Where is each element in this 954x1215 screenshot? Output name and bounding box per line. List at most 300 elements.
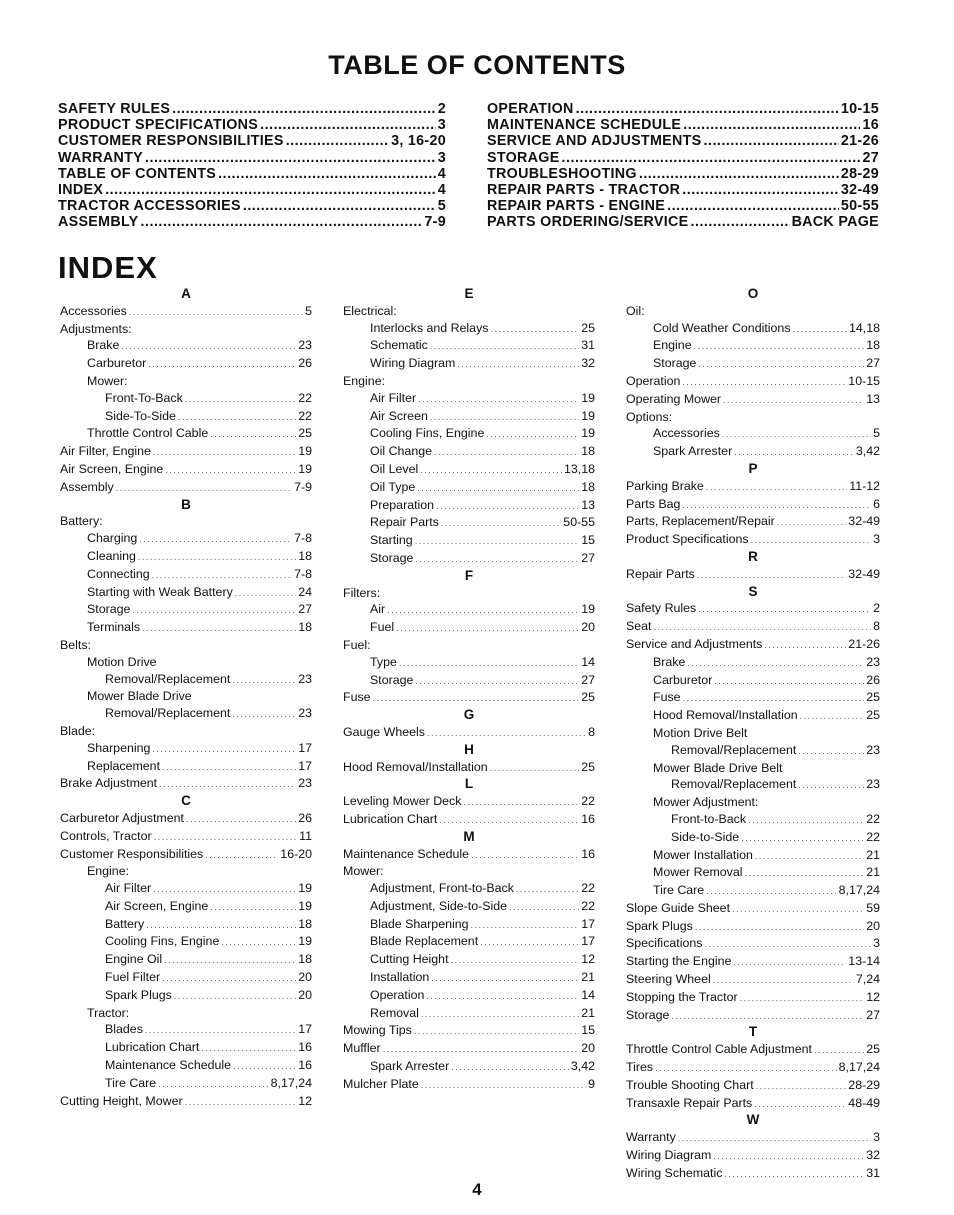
index-letter-heading: L — [464, 776, 474, 792]
index-entry-page: 21 — [581, 1005, 595, 1020]
index-entry — [626, 636, 880, 654]
index-entry-page: 11 — [299, 828, 312, 843]
index-entry — [343, 880, 595, 898]
index-entry — [626, 425, 880, 443]
dot-leader — [457, 356, 579, 373]
index-entry-label: Repair Parts — [626, 566, 695, 581]
index-entry-page: 20 — [581, 620, 595, 635]
index-entry — [343, 898, 595, 916]
index-entry-page: 8,17,24 — [838, 1060, 880, 1075]
index-letter-heading: R — [748, 548, 758, 564]
dot-leader — [678, 1130, 871, 1147]
index-entry-label: Preparation — [370, 497, 435, 512]
index-entry-page: 22 — [581, 898, 595, 913]
index-entry-label: Steering Wheel — [626, 972, 711, 987]
toc-entry-label: ASSEMBLY — [58, 214, 139, 231]
index-entry-label: Parts Bag — [626, 496, 681, 511]
dot-leader — [415, 551, 579, 568]
index-entry-label: Type — [370, 654, 397, 669]
dot-leader — [441, 515, 561, 532]
index-entry-label: Connecting — [87, 566, 150, 581]
index-entry-label: Mower Adjustment: — [653, 795, 759, 810]
index-entry-label: Fuse — [343, 690, 371, 705]
dot-leader — [162, 970, 296, 987]
dot-leader — [756, 1078, 847, 1095]
dot-leader — [723, 392, 864, 409]
index-entry-label: Mulcher Plate — [343, 1076, 419, 1091]
toc-entry-label: CUSTOMER RESPONSIBILITIES — [58, 133, 284, 150]
index-entry — [626, 847, 880, 865]
index-entry — [343, 951, 595, 969]
toc-entry-label: TABLE OF CONTENTS — [58, 165, 217, 182]
index-entry — [626, 337, 880, 355]
dot-leader — [682, 497, 871, 514]
toc-entry — [487, 166, 879, 182]
index-entry-page: 17 — [298, 758, 312, 773]
index-entry-label: Removal — [370, 1005, 419, 1020]
index-entry-page: 27 — [298, 602, 312, 617]
index-entry-page: 27 — [581, 672, 595, 687]
index-entry — [343, 303, 595, 320]
index-entry-page: 32 — [581, 356, 595, 371]
index-letter-heading: G — [463, 707, 475, 723]
toc-entry-label: OPERATION — [487, 101, 574, 117]
index-entry — [60, 758, 312, 776]
index-entry — [343, 1005, 595, 1023]
index-entry-label: Wiring Diagram — [370, 356, 456, 371]
index-entry-label: Tire Care — [653, 883, 705, 898]
dot-leader — [793, 321, 847, 338]
dot-leader — [426, 988, 579, 1005]
index-entry-page: 20 — [298, 987, 312, 1002]
index-entry-label: Fuel Filter — [105, 970, 161, 985]
index-entry — [60, 548, 312, 566]
dot-leader — [141, 214, 423, 230]
index-entry-label: Muffler — [343, 1041, 381, 1056]
index-entry-page: 21-26 — [848, 636, 880, 651]
index-entry — [60, 969, 312, 987]
toc-entry — [487, 133, 879, 149]
index-entry — [626, 1129, 880, 1147]
index-entry-page: 32 — [866, 1148, 880, 1163]
toc-entry — [58, 214, 446, 230]
index-entry-label: Motion Drive — [87, 654, 157, 669]
index-entry — [626, 725, 880, 742]
index-entry-page: 20 — [298, 970, 312, 985]
index-entry-label: Filters: — [343, 585, 381, 600]
index-entry — [60, 1039, 312, 1057]
dot-leader — [421, 1006, 579, 1023]
index-entry-label: Starting — [370, 533, 413, 548]
index-entry — [343, 969, 595, 987]
index-entry-label: Blade: — [60, 723, 96, 738]
index-entry — [626, 760, 880, 777]
index-entry-label: Gauge Wheels — [343, 724, 425, 739]
index-entry-label: Spark Plugs — [626, 918, 693, 933]
index-entry — [626, 654, 880, 672]
index-entry — [343, 672, 595, 690]
dot-leader — [165, 462, 296, 479]
index-entry — [60, 479, 312, 497]
index-entry — [626, 829, 880, 847]
index-entry-page: 13,18 — [563, 461, 595, 476]
index-entry — [626, 707, 880, 725]
index-entry-label: Warranty — [626, 1130, 676, 1145]
index-entry — [343, 724, 595, 742]
index-entry-label: Specifications — [626, 936, 703, 951]
index-entry-page: 25 — [866, 1042, 880, 1057]
index-entry — [343, 479, 595, 497]
index-entry-page: 5 — [305, 303, 312, 318]
index-entry-label: Front-To-Back — [105, 390, 183, 405]
index-entry — [60, 951, 312, 969]
index-entry-label: Adjustments: — [60, 321, 132, 336]
index-entry — [60, 637, 312, 654]
dot-leader — [740, 990, 865, 1007]
index-entry — [626, 794, 880, 811]
toc-entry — [487, 101, 879, 117]
toc-entry-page: 21-26 — [840, 133, 879, 150]
index-entry — [343, 987, 595, 1005]
dot-leader — [671, 1008, 864, 1025]
index-entry — [343, 759, 595, 777]
index-entry — [343, 863, 595, 880]
index-entry-label: Mower Blade Drive — [87, 689, 192, 704]
dot-leader — [451, 1059, 569, 1076]
toc-entry-label: REPAIR PARTS - TRACTOR — [487, 182, 681, 199]
dot-leader — [148, 356, 296, 373]
index-entry — [626, 776, 880, 794]
toc-entry-page: 2 — [437, 101, 446, 117]
index-entry — [60, 461, 312, 479]
toc-entry-label: TRACTOR ACCESSORIES — [58, 198, 241, 215]
index-entry — [626, 443, 880, 461]
dot-leader — [116, 480, 292, 497]
index-entry-page: 19 — [298, 898, 312, 913]
index-entry-label: Replacement — [87, 758, 161, 773]
index-letter-heading: W — [746, 1112, 760, 1128]
index-entry-label: Accessories — [653, 426, 720, 441]
index-entry-label: Adjustment, Side-to-Side — [370, 898, 508, 913]
index-entry-page: 31 — [581, 338, 595, 353]
dot-leader — [745, 865, 865, 882]
index-entry-label: Cold Weather Conditions — [653, 320, 791, 335]
dot-leader — [639, 166, 839, 182]
index-entry-label: Repair Parts — [370, 515, 439, 530]
dot-leader — [153, 881, 296, 898]
dot-leader — [146, 917, 296, 934]
toc-entry — [58, 101, 446, 117]
dot-leader — [159, 776, 296, 793]
index-entry-page: 22 — [298, 408, 312, 423]
toc-entry-page: 3 — [437, 117, 446, 134]
dot-leader — [434, 444, 579, 461]
index-entry-page: 25 — [581, 320, 595, 335]
dot-leader — [471, 917, 580, 934]
index-entry-label: Starting the Engine — [626, 954, 732, 969]
index-entry — [60, 584, 312, 602]
index-entry — [343, 811, 595, 829]
index-entry-page: 19 — [298, 881, 312, 896]
toc-entry-label: SAFETY RULES — [58, 101, 171, 117]
index-entry — [343, 916, 595, 934]
index-entry — [60, 390, 312, 408]
dot-leader — [682, 182, 839, 198]
toc-entry-label: SERVICE AND ADJUSTMENTS — [487, 133, 702, 150]
index-entry — [343, 320, 595, 338]
index-entry-page: 18 — [298, 620, 312, 635]
index-entry — [343, 1058, 595, 1076]
dot-leader — [713, 972, 854, 989]
dot-leader — [396, 620, 579, 637]
dot-leader — [153, 444, 296, 461]
index-entry-label: Spark Plugs — [105, 987, 172, 1002]
index-entry-page: 8 — [588, 724, 595, 739]
index-entry-page: 16 — [298, 1040, 312, 1055]
index-entry — [343, 497, 595, 515]
index-entry — [626, 689, 880, 707]
dot-leader — [373, 690, 580, 707]
toc-entry-label: REPAIR PARTS - ENGINE — [487, 198, 666, 215]
dot-leader — [132, 602, 296, 619]
index-entry-page: 25 — [866, 690, 880, 705]
index-entry — [343, 514, 595, 532]
index-entry-page: 27 — [581, 550, 595, 565]
index-entry-page: 3 — [873, 532, 880, 547]
index-column-1 — [60, 286, 312, 1110]
dot-leader — [814, 1042, 864, 1059]
index-entry — [60, 337, 312, 355]
index-entry — [343, 793, 595, 811]
index-entry — [60, 863, 312, 880]
index-entry — [626, 391, 880, 409]
index-entry — [626, 918, 880, 936]
dot-leader — [232, 672, 296, 689]
index-entry-label: Fuel: — [343, 637, 371, 652]
index-entry-label: Terminals — [87, 620, 141, 635]
index-entry-page: 9 — [588, 1076, 595, 1091]
index-entry-label: Leveling Mower Deck — [343, 794, 462, 809]
index-entry-label: Service and Adjustments — [626, 636, 763, 651]
index-letter-heading: H — [464, 741, 474, 757]
toc-entry-page: 4 — [437, 165, 446, 182]
toc-right-column — [487, 101, 879, 231]
dot-leader — [683, 117, 860, 133]
index-entry-page: 3,42 — [855, 444, 880, 459]
dot-leader — [800, 708, 865, 725]
index-entry — [60, 408, 312, 426]
index-entry-label: Air — [370, 602, 386, 617]
index-entry-label: Safety Rules — [626, 601, 697, 616]
index-entry-label: Mowing Tips — [343, 1023, 412, 1038]
index-entry-label: Air Filter — [105, 881, 152, 896]
index-entry-label: Throttle Control Cable Adjustment — [626, 1042, 812, 1057]
dot-leader — [218, 166, 436, 182]
index-entry-page: 22 — [581, 881, 595, 896]
index-entry-label: Operation — [626, 373, 681, 388]
index-entry-label: Battery — [105, 916, 145, 931]
index-entry-label: Carburetor Adjustment — [60, 810, 184, 825]
index-entry — [626, 882, 880, 900]
index-entry-page: 25 — [298, 426, 312, 441]
index-entry — [60, 373, 312, 390]
index-entry-label: Mower Blade Drive Belt — [653, 760, 783, 775]
index-entry — [626, 513, 880, 531]
index-entry — [60, 566, 312, 584]
index-entry-page: 23 — [298, 776, 312, 791]
dot-leader — [232, 706, 296, 723]
index-entry — [626, 1041, 880, 1059]
index-entry-page: 48-49 — [848, 1095, 880, 1110]
index-entry-page: 16 — [581, 846, 595, 861]
dot-leader — [706, 479, 847, 496]
index-entry — [60, 916, 312, 934]
index-entry-page: 13 — [866, 391, 880, 406]
toc-entry-label: PRODUCT SPECIFICATIONS — [58, 117, 259, 134]
index-entry-label: Electrical: — [343, 303, 397, 318]
index-entry-label: Oil: — [626, 303, 645, 318]
index-entry — [343, 355, 595, 373]
index-entry — [343, 585, 595, 602]
index-entry-page: 17 — [581, 934, 595, 949]
index-entry — [626, 1007, 880, 1025]
index-entry — [343, 425, 595, 443]
index-entry-page: 19 — [298, 461, 312, 476]
dot-leader — [697, 567, 846, 584]
index-entry-label: Product Specifications — [626, 532, 749, 547]
index-entry-label: Brake Adjustment — [60, 776, 158, 791]
index-entry — [60, 321, 312, 338]
dot-leader — [174, 988, 296, 1005]
index-entry — [626, 935, 880, 953]
dot-leader — [748, 812, 864, 829]
index-entry — [60, 443, 312, 461]
index-entry-label: Front-to-Back — [671, 811, 747, 826]
index-entry — [343, 689, 595, 707]
index-entry-label: Cooling Fins, Engine — [370, 426, 485, 441]
toc-entry — [58, 182, 446, 198]
index-entry-page: 23 — [866, 654, 880, 669]
index-entry-label: Fuse — [653, 690, 681, 705]
index-entry-page: 23 — [866, 777, 880, 792]
toc-entry — [487, 117, 879, 133]
index-entry-page: 22 — [581, 794, 595, 809]
dot-leader — [145, 1022, 296, 1039]
dot-leader — [154, 829, 298, 846]
index-entry-page: 22 — [866, 811, 880, 826]
index-entry — [60, 987, 312, 1005]
index-entry-label: Cutting Height, Mower — [60, 1093, 183, 1108]
index-entry-page: 7-8 — [294, 531, 312, 546]
dot-leader — [704, 936, 871, 953]
index-entry-label: Parts, Replacement/Repair — [626, 514, 775, 529]
dot-leader — [576, 101, 839, 117]
index-entry-page: 7-8 — [294, 566, 312, 581]
index-entry-label: Seat — [626, 619, 652, 634]
index-entry-label: Removal/Replacement — [671, 742, 797, 757]
index-entry-label: Air Filter — [370, 390, 417, 405]
index-entry — [60, 880, 312, 898]
dot-leader — [798, 743, 864, 760]
index-entry-label: Tractor: — [87, 1005, 130, 1020]
index-entry — [60, 898, 312, 916]
index-entry-label: Oil Level — [370, 461, 419, 476]
index-entry — [60, 671, 312, 689]
dot-leader — [682, 374, 846, 391]
index-entry-label: Maintenance Schedule — [105, 1058, 232, 1073]
index-entry — [343, 933, 595, 951]
index-entry-page: 20 — [581, 1041, 595, 1056]
index-entry — [343, 637, 595, 654]
index-entry — [60, 425, 312, 443]
index-entry-page: 27 — [866, 356, 880, 371]
index-entry — [343, 337, 595, 355]
toc-entry-label: MAINTENANCE SCHEDULE — [487, 117, 682, 134]
index-entry-label: Customer Responsibilities — [60, 846, 204, 861]
index-entry-page: 20 — [866, 918, 880, 933]
index-entry-page: 16-20 — [280, 846, 312, 861]
index-entry-page: 27 — [866, 1007, 880, 1022]
dot-leader — [431, 970, 579, 987]
index-entry — [60, 775, 312, 793]
toc-entry — [58, 166, 446, 182]
toc-entry-page: 16 — [862, 117, 879, 134]
dot-leader — [698, 356, 864, 373]
index-entry-page: 19 — [581, 390, 595, 405]
index-entry — [626, 900, 880, 918]
index-entry-page: 12 — [298, 1093, 312, 1108]
index-entry — [626, 303, 880, 320]
index-entry-label: Lubrication Chart — [343, 811, 438, 826]
dot-leader — [178, 409, 296, 426]
dot-leader — [430, 409, 579, 426]
index-entry-label: Mower Removal — [653, 865, 743, 880]
dot-leader — [233, 1058, 296, 1075]
dot-leader — [210, 426, 296, 443]
dot-leader — [654, 619, 872, 636]
index-entry-page: 32-49 — [848, 514, 880, 529]
index-title: INDEX — [58, 250, 158, 285]
index-entry-page: 2 — [873, 601, 880, 616]
index-entry-label: Hood Removal/Installation — [653, 708, 798, 723]
index-letter-heading: M — [463, 828, 475, 844]
dot-leader — [655, 1060, 837, 1077]
index-entry-label: Side-To-Side — [105, 408, 176, 423]
index-entry — [626, 478, 880, 496]
index-letter-heading: O — [747, 286, 759, 301]
index-entry-page: 11-12 — [849, 478, 880, 493]
index-entry-page: 31 — [866, 1165, 880, 1180]
dot-leader — [420, 462, 562, 479]
index-entry — [60, 303, 312, 321]
index-entry-label: Stopping the Tractor — [626, 989, 738, 1004]
index-entry-label: Removal/Replacement — [105, 706, 231, 721]
index-entry — [343, 390, 595, 408]
dot-leader — [142, 620, 296, 637]
dot-leader — [694, 338, 865, 355]
index-entry-page: 22 — [866, 829, 880, 844]
index-letter-heading: S — [748, 583, 758, 599]
index-entry-page: 3 — [873, 1130, 880, 1145]
index-entry-page: 50-55 — [563, 515, 595, 530]
dot-leader — [733, 954, 846, 971]
toc-left-column — [58, 101, 446, 231]
index-entry-page: 19 — [298, 444, 312, 459]
dot-leader — [751, 532, 872, 549]
index-entry — [626, 355, 880, 373]
index-entry-page: 26 — [298, 810, 312, 825]
index-entry-page: 8,17,24 — [270, 1075, 312, 1090]
